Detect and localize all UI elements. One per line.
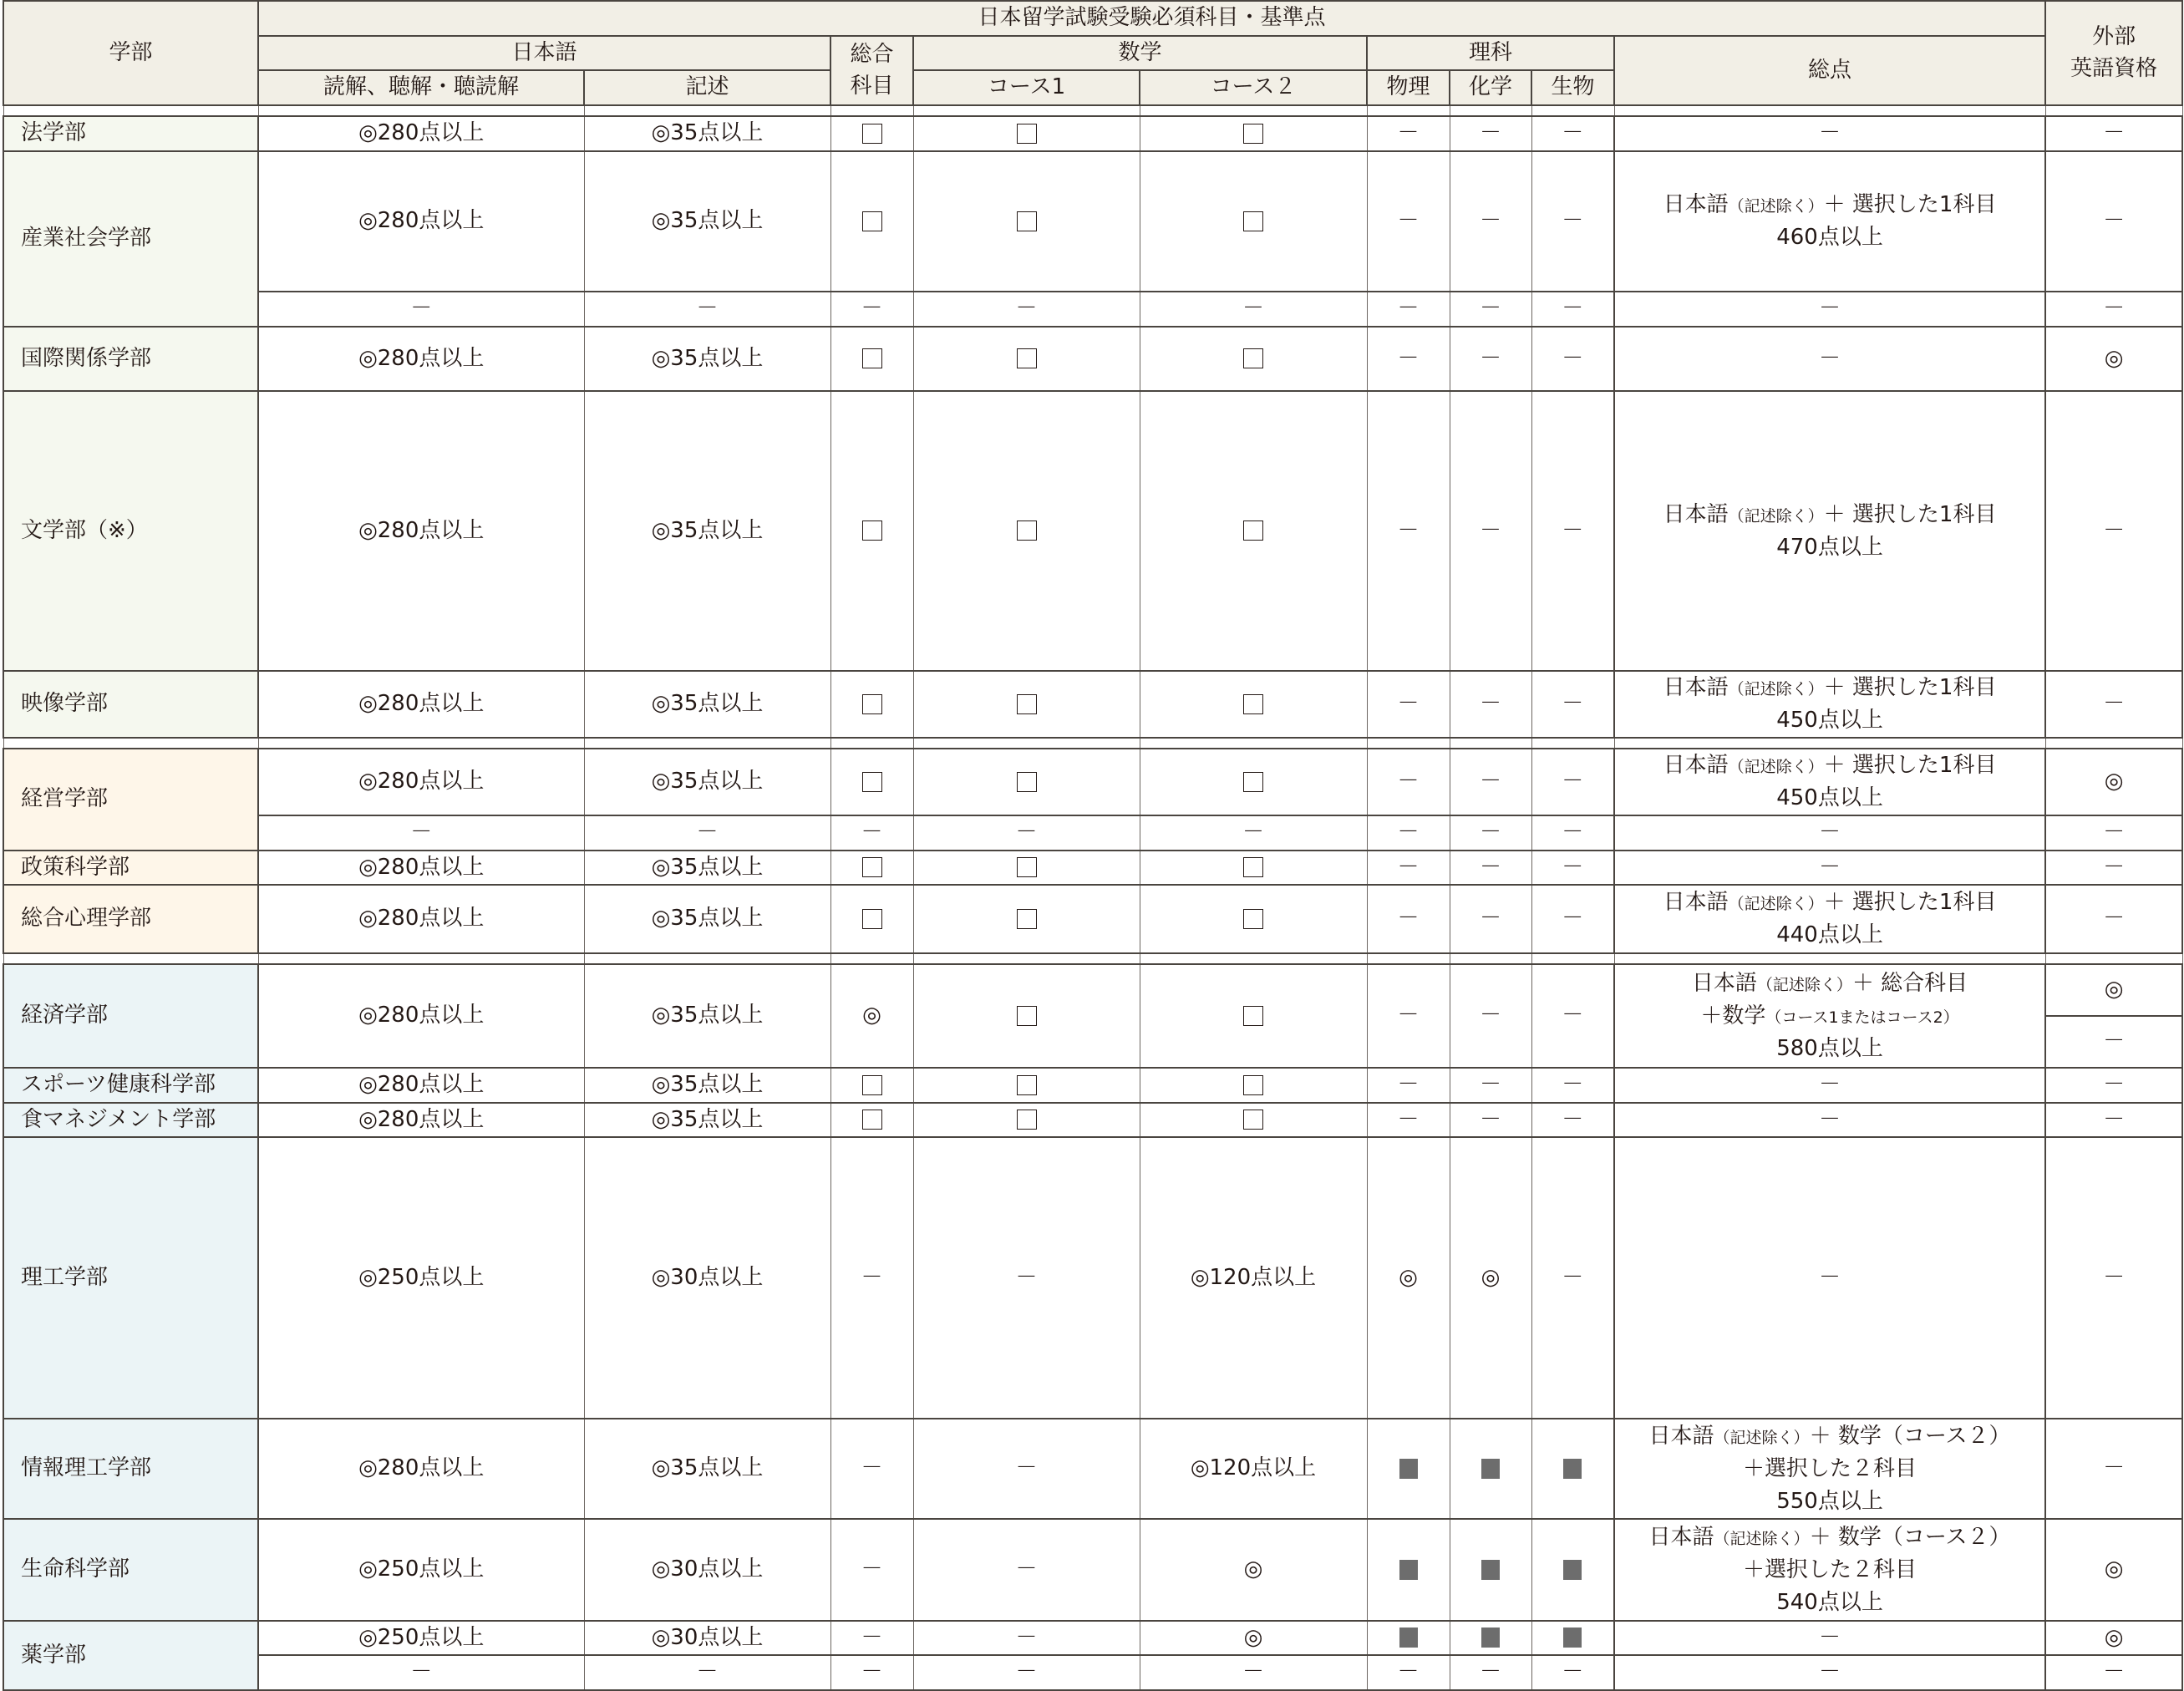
chemistry-cell: －	[1450, 327, 1531, 391]
optional-box-icon	[1017, 1006, 1037, 1026]
reading-score: ◎280点以上	[258, 151, 584, 292]
biology-cell: －	[1531, 885, 1614, 953]
general-cell: －	[830, 1621, 913, 1655]
header-japanese: 日本語	[258, 36, 830, 70]
biology-cell: －	[1531, 1103, 1614, 1137]
optional-box-icon	[862, 124, 882, 144]
dept-information-science: 情報理工学部	[3, 1419, 258, 1519]
optional-box-icon	[1017, 348, 1037, 368]
optional-box-icon	[862, 772, 882, 792]
chemistry-cell: －	[1450, 851, 1531, 885]
biology-cell: －	[1531, 749, 1614, 815]
optional-box-icon	[1017, 521, 1037, 541]
dept-life-sciences: 生命科学部	[3, 1519, 258, 1621]
filled-square-icon	[1563, 1459, 1582, 1479]
total-cell: －	[1614, 851, 2045, 885]
writing-score: ◎35点以上	[584, 116, 830, 151]
filled-square-icon	[1399, 1459, 1418, 1479]
external-cell: －	[2045, 815, 2182, 851]
total-cell: －	[1614, 1103, 2045, 1137]
header-math: 数学	[913, 36, 1367, 70]
header-chemistry: 化学	[1450, 70, 1531, 105]
dept-law: 法学部	[3, 116, 258, 151]
reading-score: ◎280点以上	[258, 885, 584, 953]
optional-box-icon	[862, 909, 882, 929]
course1-cell: －	[913, 292, 1140, 327]
reading-score: ◎250点以上	[258, 1519, 584, 1621]
physics-cell: －	[1367, 964, 1450, 1068]
physics-cell: －	[1367, 116, 1450, 151]
optional-box-icon	[862, 1075, 882, 1095]
header-total: 総点	[1614, 36, 2045, 105]
optional-box-icon	[1243, 857, 1263, 877]
total-cell: －	[1614, 1621, 2045, 1655]
table-row	[3, 1519, 2182, 1621]
dept-international-relations: 国際関係学部	[3, 327, 258, 391]
reading-score: －	[258, 1655, 584, 1690]
optional-box-icon	[1017, 694, 1037, 714]
general-cell: －	[830, 1419, 913, 1519]
external-cell: －	[2045, 391, 2182, 671]
chemistry-cell: －	[1450, 964, 1531, 1068]
writing-score: ◎35点以上	[584, 1068, 830, 1103]
general-cell: ◎	[830, 964, 913, 1068]
physics-cell: －	[1367, 151, 1450, 292]
biology-cell: －	[1531, 116, 1614, 151]
chemistry-cell: －	[1450, 749, 1531, 815]
optional-box-icon	[862, 694, 882, 714]
optional-box-icon	[1017, 1110, 1037, 1130]
physics-cell: －	[1367, 1068, 1450, 1103]
reading-score: ◎280点以上	[258, 116, 584, 151]
physics-cell: －	[1367, 391, 1450, 671]
dept-economics: 経済学部	[3, 964, 258, 1068]
course2-cell: －	[1140, 292, 1367, 327]
header-physics: 物理	[1367, 70, 1450, 105]
header-writing: 記述	[584, 70, 830, 105]
table-row	[3, 1621, 2182, 1655]
biology-cell: －	[1531, 964, 1614, 1068]
writing-score: ◎35点以上	[584, 851, 830, 885]
physics-cell: －	[1367, 327, 1450, 391]
table-row-sub	[3, 815, 2182, 851]
course1-cell: －	[913, 1655, 1140, 1690]
dept-business-admin: 経営学部	[3, 749, 258, 851]
reading-score: －	[258, 292, 584, 327]
external-cell: ◎	[2045, 1621, 2182, 1655]
course2-cell: ◎	[1140, 1519, 1367, 1621]
chemistry-cell: －	[1450, 292, 1531, 327]
dept-gastronomy: 食マネジメント学部	[3, 1103, 258, 1137]
physics-cell: －	[1367, 671, 1450, 738]
header-reading: 読解、聴解・聴読解	[258, 70, 584, 105]
physics-cell: ◎	[1367, 1137, 1450, 1419]
physics-cell: －	[1367, 292, 1450, 327]
external-cell: －	[2045, 116, 2182, 151]
chemistry-cell: －	[1450, 391, 1531, 671]
biology-cell: －	[1531, 1068, 1614, 1103]
reading-score: ◎280点以上	[258, 1068, 584, 1103]
total-cell: －	[1614, 1068, 2045, 1103]
physics-cell: －	[1367, 885, 1450, 953]
chemistry-cell: －	[1450, 1103, 1531, 1137]
general-cell: －	[830, 1137, 913, 1419]
writing-score: ◎30点以上	[584, 1519, 830, 1621]
optional-box-icon	[1243, 1075, 1263, 1095]
external-cell: －	[2045, 1419, 2182, 1519]
general-cell: －	[830, 1519, 913, 1621]
chemistry-cell: －	[1450, 151, 1531, 292]
dept-social-sciences: 産業社会学部	[3, 151, 258, 327]
physics-cell: －	[1367, 1655, 1450, 1690]
writing-score: ◎35点以上	[584, 885, 830, 953]
total-cell: 日本語（記述除く）＋ 数学（コース２） ＋選択した２科目 540点以上	[1614, 1519, 2045, 1621]
dept-image-arts: 映像学部	[3, 671, 258, 738]
header-department: 学部	[3, 1, 258, 105]
total-cell: －	[1614, 1137, 2045, 1419]
optional-box-icon	[862, 857, 882, 877]
external-cell-split	[2045, 964, 2182, 1068]
course2-cell: －	[1140, 1655, 1367, 1690]
header-course1: コース1	[913, 70, 1140, 105]
external-cell: －	[2045, 851, 2182, 885]
physics-cell: －	[1367, 815, 1450, 851]
table-row	[3, 964, 2182, 1068]
writing-score: －	[584, 815, 830, 851]
chemistry-cell: －	[1450, 815, 1531, 851]
chemistry-cell: －	[1450, 1068, 1531, 1103]
filled-square-icon	[1399, 1628, 1418, 1648]
optional-box-icon	[862, 1110, 882, 1130]
reading-score: ◎280点以上	[258, 327, 584, 391]
table-row	[3, 885, 2182, 953]
biology-cell: －	[1531, 1655, 1614, 1690]
course2-cell: ◎120点以上	[1140, 1419, 1367, 1519]
external-cell-a: ◎	[2104, 977, 2124, 1003]
header-course2: コース２	[1140, 70, 1367, 105]
table-row	[3, 151, 2182, 292]
reading-score: ◎280点以上	[258, 391, 584, 671]
writing-score: －	[584, 1655, 830, 1690]
writing-score: ◎35点以上	[584, 671, 830, 738]
total-cell: 日本語（記述除く）＋ 選択した1科目 450点以上	[1614, 671, 2045, 738]
total-cell: 日本語（記述除く）＋ 選択した1科目 460点以上	[1614, 151, 2045, 292]
chemistry-cell: －	[1450, 1655, 1531, 1690]
external-cell: －	[2045, 151, 2182, 292]
external-cell: －	[2045, 1137, 2182, 1419]
physics-cell: －	[1367, 749, 1450, 815]
header-general-subject: 総合 科目	[830, 36, 913, 105]
chemistry-cell: －	[1450, 116, 1531, 151]
filled-square-icon	[1481, 1628, 1500, 1648]
chemistry-cell: ◎	[1450, 1137, 1531, 1419]
optional-box-icon	[1243, 1110, 1263, 1130]
biology-cell: －	[1531, 391, 1614, 671]
general-cell: －	[830, 815, 913, 851]
external-cell: ◎	[2045, 327, 2182, 391]
course1-cell: －	[913, 1419, 1140, 1519]
course2-cell: ◎	[1140, 1621, 1367, 1655]
total-cell: 日本語（記述除く）＋ 選択した1科目 470点以上	[1614, 391, 2045, 671]
reading-score: ◎280点以上	[258, 1419, 584, 1519]
optional-box-icon	[1017, 1075, 1037, 1095]
filled-square-icon	[1563, 1560, 1582, 1580]
total-cell: －	[1614, 327, 2045, 391]
table-row	[3, 327, 2182, 391]
writing-score: －	[584, 292, 830, 327]
optional-box-icon	[1017, 124, 1037, 144]
writing-score: ◎35点以上	[584, 391, 830, 671]
filled-square-icon	[1399, 1560, 1418, 1580]
table-row	[3, 1068, 2182, 1103]
external-cell-b: －	[2046, 1015, 2181, 1067]
optional-box-icon	[1017, 909, 1037, 929]
dept-policy-science: 政策科学部	[3, 851, 258, 885]
dept-pharmacy: 薬学部	[3, 1621, 258, 1690]
table-row	[3, 391, 2182, 671]
writing-score: ◎35点以上	[584, 151, 830, 292]
group-spacer	[3, 105, 2182, 116]
optional-box-icon	[1243, 694, 1263, 714]
biology-cell: －	[1531, 151, 1614, 292]
optional-box-icon	[862, 211, 882, 231]
writing-score: ◎30点以上	[584, 1137, 830, 1419]
optional-box-icon	[1243, 1006, 1263, 1026]
course2-cell: ◎120点以上	[1140, 1137, 1367, 1419]
biology-cell: －	[1531, 671, 1614, 738]
optional-box-icon	[1243, 211, 1263, 231]
reading-score: ◎280点以上	[258, 964, 584, 1068]
general-cell: －	[830, 292, 913, 327]
header-external-english: 外部 英語資格	[2045, 1, 2182, 105]
header-science: 理科	[1367, 36, 1614, 70]
reading-score: ◎280点以上	[258, 749, 584, 815]
course2-cell: －	[1140, 815, 1367, 851]
reading-score: ◎280点以上	[258, 1103, 584, 1137]
biology-cell: －	[1531, 292, 1614, 327]
writing-score: ◎30点以上	[584, 1621, 830, 1655]
external-cell: －	[2045, 885, 2182, 953]
chemistry-cell: －	[1450, 671, 1531, 738]
total-cell: －	[1614, 1655, 2045, 1690]
external-cell: ◎	[2045, 1519, 2182, 1621]
total-cell: 日本語（記述除く）＋ 総合科目 ＋数学（コース1またはコース2） 580点以上	[1614, 964, 2045, 1068]
dept-science-engineering: 理工学部	[3, 1137, 258, 1419]
filled-square-icon	[1563, 1628, 1582, 1648]
reading-score: ◎280点以上	[258, 671, 584, 738]
chemistry-cell: －	[1450, 885, 1531, 953]
table-row	[3, 1137, 2182, 1419]
table-row	[3, 671, 2182, 738]
external-cell: －	[2045, 671, 2182, 738]
physics-cell: －	[1367, 851, 1450, 885]
table-row	[3, 1419, 2182, 1519]
optional-box-icon	[1017, 211, 1037, 231]
header-biology: 生物	[1531, 70, 1614, 105]
external-cell: －	[2045, 292, 2182, 327]
dept-letters: 文学部（※）	[3, 391, 258, 671]
biology-cell: －	[1531, 327, 1614, 391]
dept-human-sciences: 総合心理学部	[3, 885, 258, 953]
dept-sport-health: スポーツ健康科学部	[3, 1068, 258, 1103]
external-cell: －	[2045, 1068, 2182, 1103]
table-row-sub	[3, 1655, 2182, 1690]
course1-cell: －	[913, 815, 1140, 851]
optional-box-icon	[1017, 772, 1037, 792]
reading-score: ◎250点以上	[258, 1621, 584, 1655]
biology-cell: －	[1531, 815, 1614, 851]
total-cell: 日本語（記述除く）＋ 選択した1科目 440点以上	[1614, 885, 2045, 953]
header-eju-group: 日本留学試験受験必須科目・基準点	[258, 1, 2045, 36]
biology-cell: －	[1531, 851, 1614, 885]
total-cell: －	[1614, 815, 2045, 851]
external-cell: －	[2045, 1103, 2182, 1137]
writing-score: ◎35点以上	[584, 1103, 830, 1137]
total-cell: 日本語（記述除く）＋ 選択した1科目 450点以上	[1614, 749, 2045, 815]
reading-score: －	[258, 815, 584, 851]
table-row	[3, 1103, 2182, 1137]
table-row	[3, 116, 2182, 151]
table-row	[3, 749, 2182, 815]
course1-cell: －	[913, 1137, 1140, 1419]
external-cell: ◎	[2045, 749, 2182, 815]
optional-box-icon	[1243, 124, 1263, 144]
filled-square-icon	[1481, 1459, 1500, 1479]
optional-box-icon	[1243, 909, 1263, 929]
filled-square-icon	[1481, 1560, 1500, 1580]
external-cell: －	[2045, 1655, 2182, 1690]
writing-score: ◎35点以上	[584, 749, 830, 815]
optional-box-icon	[1017, 857, 1037, 877]
optional-box-icon	[862, 521, 882, 541]
table-row	[3, 851, 2182, 885]
writing-score: ◎35点以上	[584, 327, 830, 391]
writing-score: ◎35点以上	[584, 964, 830, 1068]
optional-box-icon	[1243, 772, 1263, 792]
biology-cell: －	[1531, 1137, 1614, 1419]
physics-cell: －	[1367, 1103, 1450, 1137]
table-row-sub	[3, 292, 2182, 327]
total-cell: －	[1614, 116, 2045, 151]
optional-box-icon	[1243, 348, 1263, 368]
admission-criteria-table	[3, 0, 2183, 1691]
course1-cell: －	[913, 1621, 1140, 1655]
writing-score: ◎35点以上	[584, 1419, 830, 1519]
reading-score: ◎250点以上	[258, 1137, 584, 1419]
general-cell: －	[830, 1655, 913, 1690]
total-cell: －	[1614, 292, 2045, 327]
group-spacer	[3, 953, 2182, 964]
optional-box-icon	[862, 348, 882, 368]
total-cell: 日本語（記述除く）＋ 数学（コース２） ＋選択した２科目 550点以上	[1614, 1419, 2045, 1519]
group-spacer	[3, 738, 2182, 749]
course1-cell: －	[913, 1519, 1140, 1621]
reading-score: ◎280点以上	[258, 851, 584, 885]
optional-box-icon	[1243, 521, 1263, 541]
